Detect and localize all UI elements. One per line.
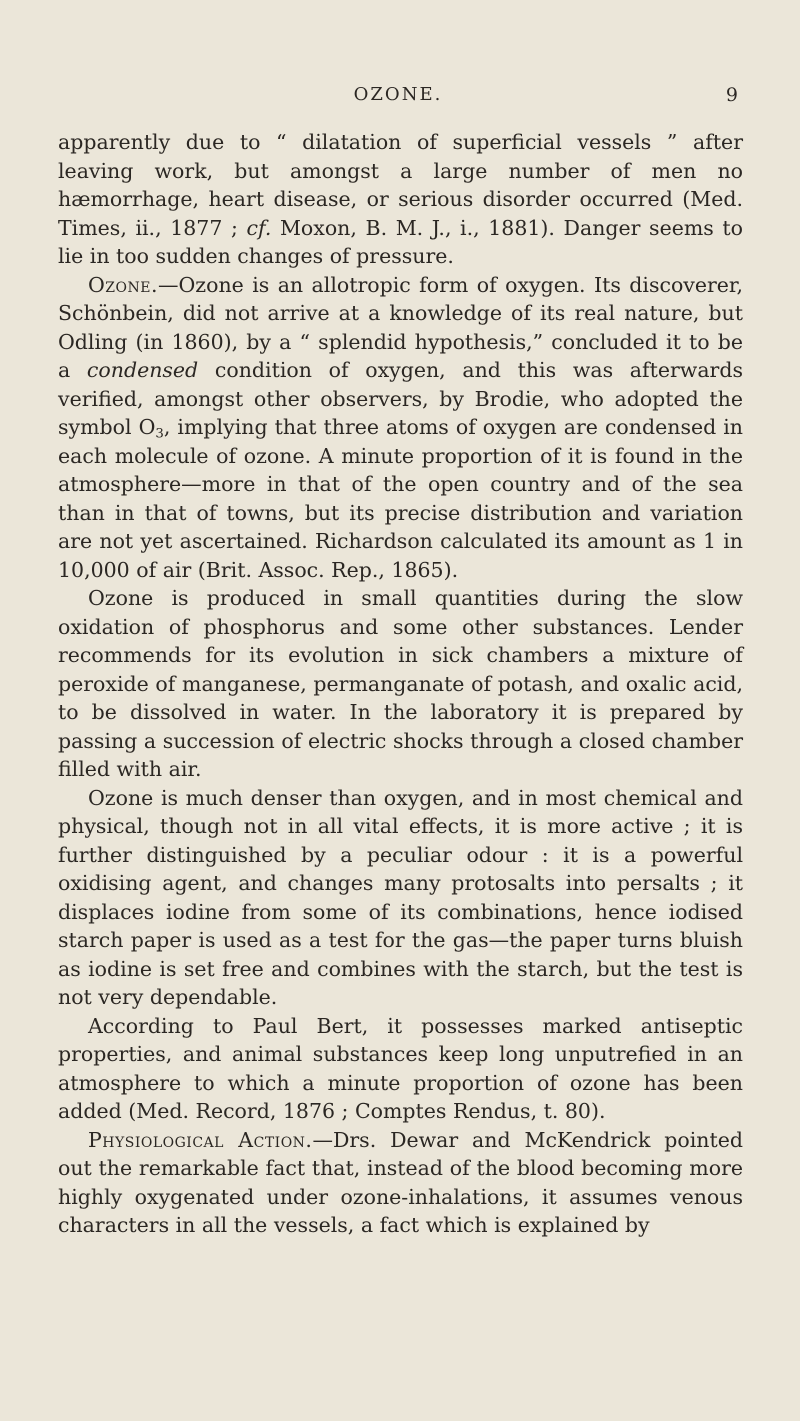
italic-condensed: condensed (86, 358, 199, 382)
paragraph-text: —Ozone is an allotropic form of oxygen. Its discoverer, Schönbein, did not arrive at a knowledge of its real nature, but Odling (in 1860), by a “ splendid hypothesis,” concluded it to be a (58, 272, 743, 382)
paragraph-antiseptic: According to Paul Bert, it possesses marked antiseptic properties, and animal substances keep long unputrefied in an atmosphere to which a minute proportion of ozone has been added (Med. Record, 1876 ; Comptes Rendus, t. 80). (58, 1013, 743, 1123)
paragraph-text: , implying that three atoms of oxygen are condensed in each molecule of ozone. A minute proportion of it is found in the atmosphere—more in that of the open country and of the sea than in that of towns, but its precise distribution and variation are not yet ascertained. Richardson calculated its amount as 1 in 10,000 of air (Brit. Assoc. Rep., 1865). (58, 415, 743, 582)
body-text (58, 128, 743, 1240)
paragraph-ozone (58, 271, 743, 585)
paragraph-text: condition of oxygen, and this was afterwards verified, amongst other observers, by Brodie, who adopted the symbol O (58, 358, 743, 439)
paragraph-production: Ozone is produced in small quantities during the slow oxidation of phosphorus and some other substances. Lender recommends for its evolution in sick chambers a mixture of peroxide of manganese, permanganate of potash, and oxalic acid, to be dissolved in water. In the laboratory it is prepared by passing a succession of electric shocks through a closed chamber filled with air. (58, 586, 743, 781)
paragraph-text: apparently due to “ dilatation of superficial vessels ” after leaving work, but amongst a large number of men no hæmorrhage, heart disease, or serious disorder occurred (Med. Times, ii., 1877 ; (58, 130, 743, 240)
paragraph-text: Moxon, B. M. J., i., 1881). Danger seems to lie in too sudden changes of pressure. (58, 215, 743, 268)
page-number: 9 (725, 84, 738, 106)
paragraph-properties: Ozone is much denser than oxygen, and in most chemical and physical, though not in all vital effects, it is more active ; it is further distinguished by a peculiar odour : it is a powerful oxidising agent, and changes many protosalts into persalts ; it displaces iodine from some of its combinations, hence iodised starch paper is used as a test for the gas—the paper turns bluish as iodine is set free and combines with the starch, but the test is not very dependable. (58, 785, 743, 1009)
running-title: OZONE. (353, 84, 443, 105)
italic-cf: cf. (246, 215, 272, 240)
section-heading-physiological-action: Physiological Action. (88, 1127, 313, 1152)
paragraph-text: —Drs. Dewar and McKendrick pointed out the remarkable fact that, instead of the blood becoming more highly oxygenated under ozone-inhalations, it assumes venous characters in all the vessels, a fact which is explained by (58, 1127, 743, 1237)
subscript-3: 3 (155, 426, 164, 442)
running-head (58, 84, 738, 110)
paragraph-physiological-action (58, 1126, 743, 1240)
paragraph-continuation (58, 128, 743, 271)
section-heading-ozone: Ozone. (88, 272, 158, 297)
